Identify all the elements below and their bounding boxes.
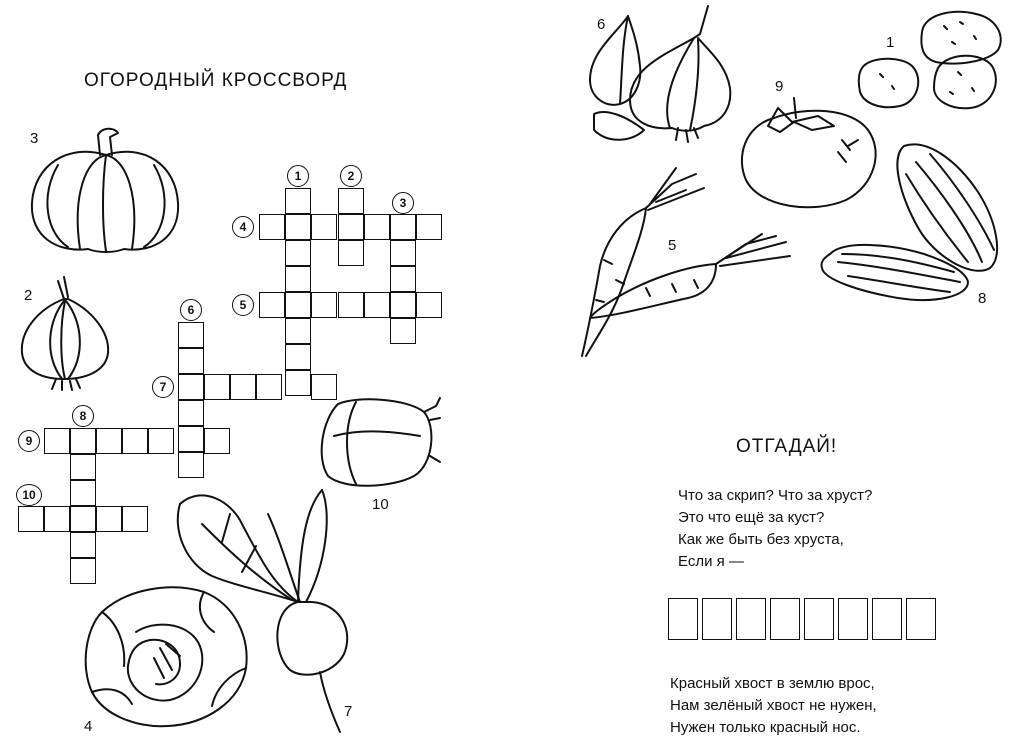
cell-9-5[interactable] — [148, 428, 174, 454]
onion-label: 2 — [24, 287, 33, 304]
cell-2-2[interactable] — [338, 214, 364, 240]
cell-1-8[interactable] — [285, 370, 311, 396]
cell-2-1[interactable] — [338, 188, 364, 214]
cell-8-3[interactable] — [70, 480, 96, 506]
riddle-1-line-2: Это что ещё за куст? — [678, 509, 825, 526]
cell-8-1[interactable] — [70, 428, 96, 454]
cucumbers-label: 8 — [978, 290, 987, 307]
clue-number-9: 9 — [18, 430, 40, 452]
cell-7-6[interactable] — [311, 374, 337, 400]
clue-number-4: 4 — [232, 216, 254, 238]
riddle-1-line-4: Если я — — [678, 553, 744, 570]
potatoes-label: 1 — [886, 34, 895, 51]
cell-10-4[interactable] — [96, 506, 122, 532]
cell-3-5[interactable] — [390, 318, 416, 344]
answer-box[interactable] — [668, 598, 698, 640]
answer-box[interactable] — [770, 598, 800, 640]
clue-number-10: 10 — [16, 484, 42, 506]
cell-1-5[interactable] — [285, 292, 311, 318]
answer-box[interactable] — [872, 598, 902, 640]
carrots-label: 5 — [668, 237, 677, 254]
carrots-icon — [576, 160, 798, 360]
cell-3-2[interactable] — [390, 240, 416, 266]
cell-8-4[interactable] — [70, 506, 96, 532]
cell-5-4[interactable] — [338, 292, 364, 318]
cell-7-3[interactable] — [230, 374, 256, 400]
riddle-2-line-1: Красный хвост в землю врос, — [670, 675, 875, 692]
cell-1-3[interactable] — [285, 240, 311, 266]
riddle-1-line-3: Как же быть без хруста, — [678, 531, 844, 548]
riddle-2-line-3: Нужен только красный нос. — [670, 719, 861, 736]
clue-number-8: 8 — [72, 405, 94, 427]
cell-1-7[interactable] — [285, 344, 311, 370]
garlic-label: 6 — [597, 16, 606, 33]
cell-7-4[interactable] — [256, 374, 282, 400]
cell-3-1[interactable] — [390, 214, 416, 240]
answer-box[interactable] — [804, 598, 834, 640]
tomato-label: 9 — [775, 78, 784, 95]
cell-9-7[interactable] — [204, 428, 230, 454]
cell-1-6[interactable] — [285, 318, 311, 344]
cabbage-label: 4 — [84, 718, 93, 735]
clue-number-6: 6 — [180, 299, 202, 321]
crossword-title: ОГОРОДНЫЙ КРОССВОРД — [84, 70, 348, 91]
cell-5-5[interactable] — [364, 292, 390, 318]
cell-4-5[interactable] — [364, 214, 390, 240]
cell-1-2[interactable] — [285, 214, 311, 240]
cell-8-2[interactable] — [70, 454, 96, 480]
cell-6-4[interactable] — [178, 400, 204, 426]
cell-9-1[interactable] — [44, 428, 70, 454]
answer-box[interactable] — [702, 598, 732, 640]
cell-9-4[interactable] — [122, 428, 148, 454]
cell-6-1[interactable] — [178, 322, 204, 348]
cell-6-6[interactable] — [178, 452, 204, 478]
clue-number-2: 2 — [340, 165, 362, 187]
cell-10-1[interactable] — [18, 506, 44, 532]
crossword-grid — [0, 0, 460, 600]
cell-7-2[interactable] — [204, 374, 230, 400]
pepper-label: 10 — [372, 496, 389, 513]
cell-3-3[interactable] — [390, 266, 416, 292]
cell-1-4[interactable] — [285, 266, 311, 292]
cell-1-1[interactable] — [285, 188, 311, 214]
cell-4-7[interactable] — [416, 214, 442, 240]
cell-6-3[interactable] — [178, 374, 204, 400]
cell-5-1[interactable] — [259, 292, 285, 318]
cell-4-1[interactable] — [259, 214, 285, 240]
answer-box[interactable] — [906, 598, 936, 640]
riddle-2 — [670, 673, 877, 739]
cell-5-7[interactable] — [416, 292, 442, 318]
cell-8-6[interactable] — [70, 558, 96, 584]
clue-number-5: 5 — [232, 294, 254, 316]
cell-9-3[interactable] — [96, 428, 122, 454]
cell-10-5[interactable] — [122, 506, 148, 532]
riddle-1 — [678, 485, 872, 573]
cell-6-5[interactable] — [178, 426, 204, 452]
answer-boxes — [668, 598, 948, 642]
cucumbers-icon — [818, 138, 1008, 308]
clue-number-1: 1 — [287, 165, 309, 187]
cell-8-5[interactable] — [70, 532, 96, 558]
cell-2-3[interactable] — [338, 240, 364, 266]
garlic-icon — [586, 4, 736, 150]
riddle-2-line-2: Нам зелёный хвост не нужен, — [670, 697, 877, 714]
pumpkin-label: 3 — [30, 130, 39, 147]
beet-label: 7 — [344, 703, 353, 720]
clue-number-7: 7 — [152, 376, 174, 398]
cell-10-2[interactable] — [44, 506, 70, 532]
riddle-title: ОТГАДАЙ! — [736, 436, 838, 457]
cell-6-2[interactable] — [178, 348, 204, 374]
cell-4-3[interactable] — [311, 214, 337, 240]
clue-number-3: 3 — [392, 192, 414, 214]
cell-3-4[interactable] — [390, 292, 416, 318]
answer-box[interactable] — [736, 598, 766, 640]
cell-5-3[interactable] — [311, 292, 337, 318]
riddle-1-line-1: Что за скрип? Что за хруст? — [678, 487, 873, 504]
answer-box[interactable] — [838, 598, 868, 640]
